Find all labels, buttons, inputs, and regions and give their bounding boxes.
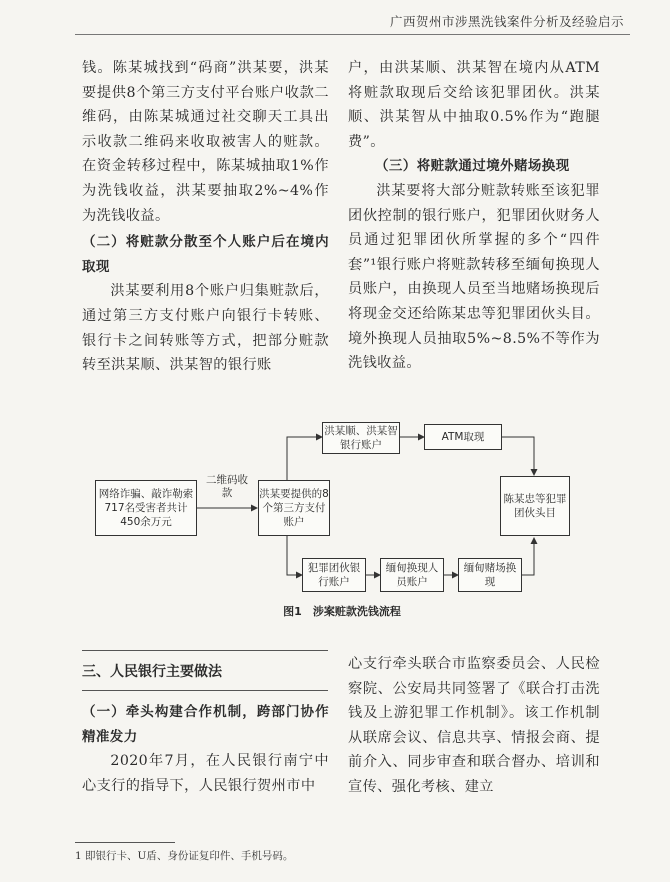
paragraph: 心支行牵头联合市监察委员会、人民检察院、公安局共同签署了《联合打击洗钱及上游犯罪工作机制》。该工作机制从联席会议、信息共享、情报会商、提前介入、同步审查和联合督办、培训和宣传、强化考核、建立 [348,656,600,795]
footnote: 1 即银行卡、U盾、身份证复印件、手机号码。 [75,850,294,862]
section-title: 三、人民银行主要做法 [82,664,222,680]
left-column-bottom [82,700,329,798]
gang-leader-box: 陈某忠等犯罪团伙头目 [500,476,570,536]
right-column-top [348,56,600,376]
subheading: （三）将赃款通过境外赌场换现 [375,158,570,175]
running-header: 广西贺州市涉黑洗钱案件分析及经验启示 [389,14,624,29]
figure-caption: 图1 涉案赃款洗钱流程 [283,605,401,618]
section-rule-bottom [82,690,328,691]
hong-payment-accounts-box: 洪某要提供的8个第三方支付账户 [258,480,330,536]
section-rule-top [82,650,328,651]
subheading: （一）牵头构建合作机制，跨部门协作精准发力 [82,704,329,745]
paragraph: 户，由洪某顺、洪某智在境内从ATM将赃款取现后交给该犯罪团伙。洪某顺、洪某智从中抽取0.5%作为“跑腿费”。 [348,60,600,150]
victims-box: 网络诈骗、敲诈勒索717名受害者共计450余万元 [95,480,197,536]
right-column-bottom [348,652,600,800]
paragraph: 洪某要将大部分赃款转账至该犯罪团伙控制的银行账户，犯罪团伙财务人员通过犯罪团伙所掌握的多个“四件套”¹银行账户将赃款转移至缅甸换现人员账户，由换现人员至当地赌场换现后将现金交还给陈某忠等犯罪团伙头目。境外换现人员抽取5%~8.5%不等作为洗钱收益。 [348,182,600,372]
paragraph: 洪某要利用8个账户归集赃款后，通过第三方支付账户向银行卡转账、银行卡之间转账等方式，把部分赃款转至洪某顺、洪某智的银行账 [82,283,329,374]
paragraph: 钱。陈某城找到“码商”洪某要，洪某要提供8个第三方支付平台账户收款二维码，由陈某城通过社交聊天工具出示收款二维码来收取被害人的赃款。在资金转移过程中，陈某城抽取1%作为洗钱收益，洪某要抽取2%~4%作为洗钱收益。 [82,60,329,224]
paragraph: 2020年7月，在人民银行南宁中心支行的指导下，人民银行贺州市中 [82,753,329,794]
myanmar-exchanger-account-box: 缅甸换现人员账户 [380,558,444,592]
footnote-rule [75,842,175,843]
header-rule [75,34,630,35]
brothers-bank-account-box: 洪某顺、洪某智银行账户 [322,422,400,454]
myanmar-casino-box: 缅甸赌场换现 [458,558,522,592]
money-laundering-flowchart [82,410,602,620]
gang-bank-account-box: 犯罪团伙银行账户 [302,558,366,592]
atm-withdrawal-box: ATM取现 [424,424,502,450]
qr-collection-label: 二维码收款 [206,474,248,499]
subheading: （二）将赃款分散至个人账户后在境内取现 [82,234,329,275]
left-column-top [82,56,329,378]
